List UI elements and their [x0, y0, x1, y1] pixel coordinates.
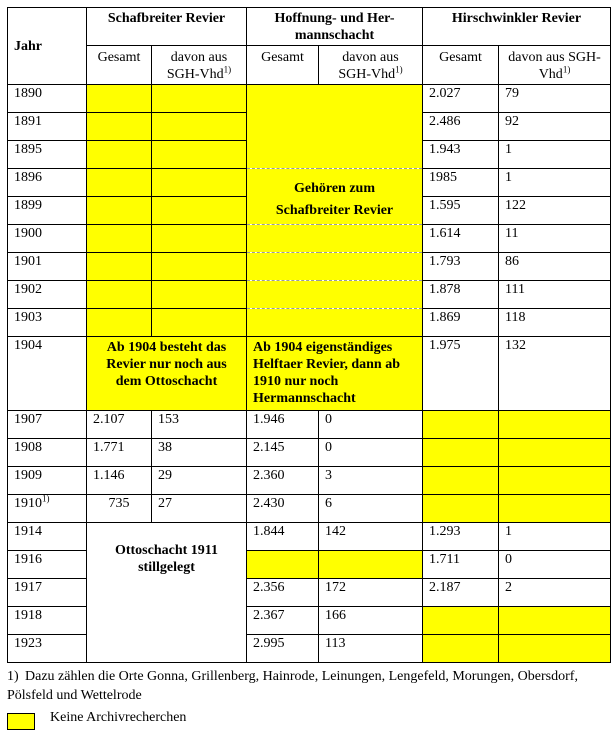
no-research-cell — [319, 551, 423, 579]
no-research-cell — [87, 141, 152, 169]
h-vhd-cell: 122 — [499, 197, 611, 225]
year-cell: 1902 — [8, 281, 87, 309]
no-research-cell — [152, 253, 247, 281]
no-research-cell — [423, 411, 499, 439]
merged-schafbreiter-block — [247, 141, 423, 169]
h-total-cell: 1.595 — [423, 197, 499, 225]
schafbreiter-1904-note: Ab 1904 besteht das Revier nur noch aus dem Ottoschacht — [87, 337, 247, 411]
year-cell: 1910$^{1)}$ — [8, 495, 87, 523]
no-research-cell — [152, 225, 247, 253]
year-cell: 1916 — [8, 551, 87, 579]
h-vhd-cell: 111 — [499, 281, 611, 309]
h-total-cell: 2.187 — [423, 579, 499, 607]
hirschwinkler-header: Hirschwinkler Revier — [423, 8, 611, 46]
no-research-cell — [152, 309, 247, 337]
no-research-cell — [423, 495, 499, 523]
no-research-cell — [499, 635, 611, 663]
merged-schafbreiter-block — [247, 113, 423, 141]
hf-total-cell: 2.430 — [247, 495, 319, 523]
year-cell: 1899 — [8, 197, 87, 225]
no-research-cell — [87, 197, 152, 225]
merged-schafbreiter-label-1: Gehören zum — [247, 169, 423, 197]
no-research-cell — [152, 281, 247, 309]
s-vhd-cell: 27 — [152, 495, 247, 523]
h-vhd-cell: 1 — [499, 141, 611, 169]
no-research-cell — [87, 309, 152, 337]
hf-vhd-cell: 142 — [319, 523, 423, 551]
hf-total-cell: 2.367 — [247, 607, 319, 635]
year-cell: 1901 — [8, 253, 87, 281]
legend-swatch — [7, 713, 35, 730]
no-research-cell — [152, 113, 247, 141]
year-cell: 1917 — [8, 579, 87, 607]
year-cell: 1900 — [8, 225, 87, 253]
no-research-cell — [152, 85, 247, 113]
h-vhd-cell: 2 — [499, 579, 611, 607]
no-research-cell — [152, 169, 247, 197]
hf-vhd-cell: 166 — [319, 607, 423, 635]
h-vhd-cell: 1 — [499, 523, 611, 551]
year-cell: 1908 — [8, 439, 87, 467]
h-total-cell: 1.293 — [423, 523, 499, 551]
s-vhd-cell: 29 — [152, 467, 247, 495]
no-research-cell — [152, 197, 247, 225]
data-table — [7, 7, 611, 663]
h-vhd-cell: 86 — [499, 253, 611, 281]
hf-total-cell: 2.360 — [247, 467, 319, 495]
year-cell: 1890 — [8, 85, 87, 113]
hf-total-cell: 2.145 — [247, 439, 319, 467]
hirschwinkler-vhd-header: davon aus SGH-Vhd$^{1)}$ — [499, 46, 611, 85]
year-cell: 1909 — [8, 467, 87, 495]
year-cell: 1895 — [8, 141, 87, 169]
s-total-cell: 1.146 — [87, 467, 152, 495]
hf-vhd-cell: 172 — [319, 579, 423, 607]
year-cell: 1918 — [8, 607, 87, 635]
no-research-cell — [499, 467, 611, 495]
hf-vhd-cell: 113 — [319, 635, 423, 663]
merged-schafbreiter-block — [247, 253, 423, 281]
schafbreiter-vhd-header: davon aus SGH-Vhd$^{1)}$ — [152, 46, 247, 85]
merged-schafbreiter-block — [247, 225, 423, 253]
year-cell: 1914 — [8, 523, 87, 551]
h-vhd-cell: 132 — [499, 337, 611, 411]
year-cell: 1904 — [8, 337, 87, 411]
hf-total-cell: 2.995 — [247, 635, 319, 663]
s-total-cell: 1.771 — [87, 439, 152, 467]
merged-schafbreiter-block — [247, 85, 423, 113]
h-vhd-cell: 1 — [499, 169, 611, 197]
hf-vhd-cell: 6 — [319, 495, 423, 523]
h-vhd-cell: 118 — [499, 309, 611, 337]
s-total-cell: 735 — [87, 495, 152, 523]
h-total-cell: 2.027 — [423, 85, 499, 113]
no-research-cell — [87, 85, 152, 113]
no-research-cell — [423, 607, 499, 635]
h-total-cell: 2.486 — [423, 113, 499, 141]
hf-total-cell: 1.844 — [247, 523, 319, 551]
year-cell: 1907 — [8, 411, 87, 439]
year-cell: 1903 — [8, 309, 87, 337]
h-total-cell: 1.869 — [423, 309, 499, 337]
helftaer-1904-note: Ab 1904 eigenständiges Helftaer Revier, dann ab 1910 nur noch Hermannschacht — [247, 337, 423, 411]
h-total-cell: 1.878 — [423, 281, 499, 309]
footnote-mark: 1) — [7, 669, 19, 684]
no-research-cell — [423, 635, 499, 663]
merged-schafbreiter-block — [247, 309, 423, 337]
no-research-cell — [87, 225, 152, 253]
h-vhd-cell: 92 — [499, 113, 611, 141]
h-total-cell: 1.793 — [423, 253, 499, 281]
schafbreiter-total-header: Gesamt — [87, 46, 152, 85]
hf-total-cell: 2.356 — [247, 579, 319, 607]
no-research-cell — [247, 551, 319, 579]
s-vhd-cell: 153 — [152, 411, 247, 439]
hf-total-cell: 1.946 — [247, 411, 319, 439]
h-total-cell: 1985 — [423, 169, 499, 197]
h-vhd-cell: 11 — [499, 225, 611, 253]
hoffnung-vhd-header: davon aus SGH-Vhd$^{1)}$ — [319, 46, 423, 85]
no-research-cell — [152, 141, 247, 169]
hf-vhd-cell: 0 — [319, 439, 423, 467]
h-total-cell: 1.975 — [423, 337, 499, 411]
legend-text: Keine Archivrecherchen — [50, 710, 187, 725]
no-research-cell — [87, 281, 152, 309]
no-research-cell — [499, 607, 611, 635]
no-research-cell — [423, 439, 499, 467]
hf-vhd-cell: 3 — [319, 467, 423, 495]
merged-schafbreiter-label-2: Schafbreiter Revier — [247, 197, 423, 225]
h-vhd-cell: 79 — [499, 85, 611, 113]
h-total-cell: 1.711 — [423, 551, 499, 579]
ottoschacht-note: Ottoschacht 1911 stillgelegt — [87, 523, 247, 663]
year-cell: 1923 — [8, 635, 87, 663]
s-vhd-cell: 38 — [152, 439, 247, 467]
hf-vhd-cell: 0 — [319, 411, 423, 439]
footnote-text: Dazu zählen die Orte Gonna, Grillenberg, Hainrode, Leinungen, Lengefeld, Morungen, Obersdorf, Pölsfeld und Wettelrode — [7, 669, 578, 703]
year-cell: 1891 — [8, 113, 87, 141]
no-research-cell — [499, 495, 611, 523]
no-research-cell — [423, 467, 499, 495]
hirschwinkler-total-header: Gesamt — [423, 46, 499, 85]
no-research-cell — [87, 169, 152, 197]
merged-schafbreiter-block — [247, 281, 423, 309]
no-research-cell — [87, 113, 152, 141]
s-total-cell: 2.107 — [87, 411, 152, 439]
year-cell: 1896 — [8, 169, 87, 197]
no-research-cell — [87, 253, 152, 281]
year-header: Jahr — [8, 8, 87, 85]
h-total-cell: 1.943 — [423, 141, 499, 169]
hoffnung-total-header: Gesamt — [247, 46, 319, 85]
no-research-cell — [499, 411, 611, 439]
no-research-cell — [499, 439, 611, 467]
h-vhd-cell: 0 — [499, 551, 611, 579]
footnote — [7, 667, 612, 705]
schafbreiter-header: Schafbreiter Revier — [87, 8, 247, 46]
h-total-cell: 1.614 — [423, 225, 499, 253]
hoffnung-header: Hoffnung- und Her-mannschacht — [247, 8, 423, 46]
